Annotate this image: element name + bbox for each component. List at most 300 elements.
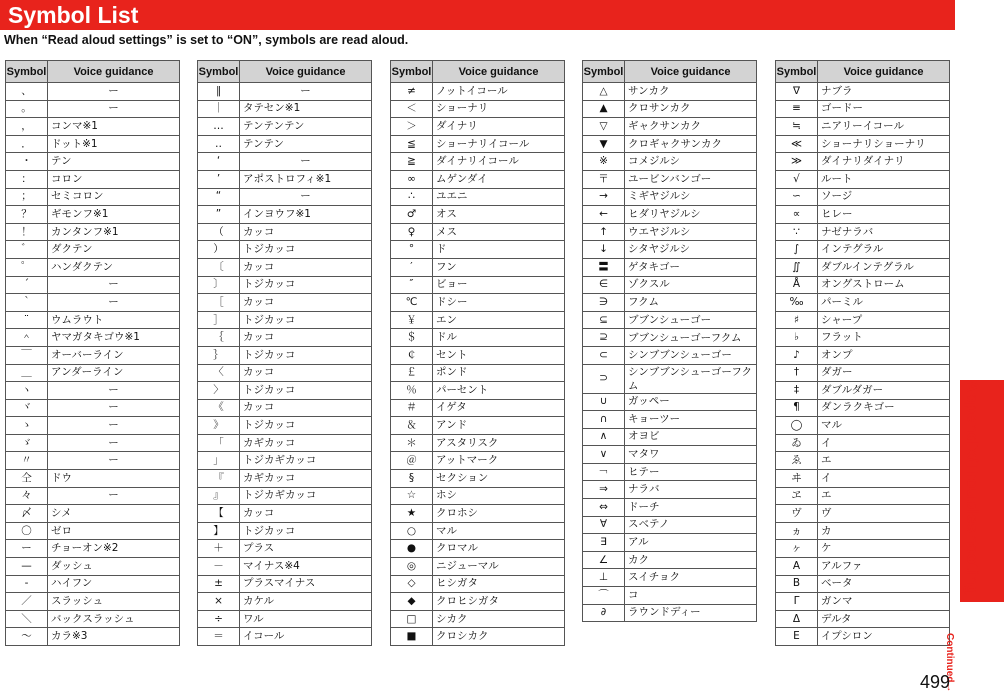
- voice-guidance-cell: パーセント: [433, 382, 565, 400]
- table-row: [6, 206, 180, 224]
- voice-guidance-cell: マタワ: [625, 446, 757, 464]
- voice-guidance-cell: カッコ: [240, 505, 372, 523]
- table-row: [391, 628, 565, 646]
- table-row: [583, 100, 757, 118]
- voice-guidance-cell: ー: [48, 382, 180, 400]
- table-row: [776, 364, 950, 382]
- symbol-cell: Γ: [776, 593, 818, 611]
- header-symbol: Symbol: [391, 61, 433, 83]
- table-row: [776, 241, 950, 259]
- voice-guidance-cell: イ: [818, 470, 950, 488]
- table-header: [6, 61, 180, 83]
- symbol-cell: ヱ: [776, 487, 818, 505]
- symbol-cell: ｜: [198, 100, 240, 118]
- symbol-cell: □: [391, 610, 433, 628]
- voice-guidance-cell: カンタンフ※1: [48, 223, 180, 241]
- table-row: [583, 428, 757, 446]
- symbol-cell: °: [391, 241, 433, 259]
- symbol-cell: ∝: [776, 206, 818, 224]
- table-row: [391, 118, 565, 136]
- table-row: [391, 505, 565, 523]
- table-row: [391, 294, 565, 312]
- symbol-cell: ヽ: [6, 382, 48, 400]
- table-row: [198, 170, 372, 188]
- symbol-cell: ；: [6, 188, 48, 206]
- symbol-cell: ∂: [583, 604, 625, 622]
- symbol-cell: ∈: [583, 276, 625, 294]
- title-bar: [0, 0, 955, 30]
- header-symbol: Symbol: [583, 61, 625, 83]
- table-row: [776, 294, 950, 312]
- symbol-cell: 〇: [6, 522, 48, 540]
- symbol-cell: ▼: [583, 135, 625, 153]
- symbol-cell: ∇: [776, 83, 818, 101]
- symbol-cell: ”: [198, 206, 240, 224]
- table-row: [583, 294, 757, 312]
- symbol-cell: ‰: [776, 294, 818, 312]
- table-row: [198, 294, 372, 312]
- symbol-cell: 」: [198, 452, 240, 470]
- table-row: [6, 505, 180, 523]
- voice-guidance-cell: ウムラウト: [48, 311, 180, 329]
- voice-guidance-cell: ムゲンダイ: [433, 170, 565, 188]
- table-row: [6, 311, 180, 329]
- symbol-cell: ヶ: [776, 540, 818, 558]
- table-row: [583, 516, 757, 534]
- voice-guidance-cell: プラスマイナス: [240, 575, 372, 593]
- table-row: [6, 628, 180, 646]
- table-row: [198, 153, 372, 171]
- symbol-table-2: [197, 60, 372, 646]
- symbol-cell: ＿: [6, 364, 48, 382]
- symbol-cell: ∨: [583, 446, 625, 464]
- symbol-cell: —: [6, 558, 48, 576]
- table-row: [198, 558, 372, 576]
- table-row: [583, 206, 757, 224]
- symbol-cell: ＊: [391, 434, 433, 452]
- symbol-cell: ？: [6, 206, 48, 224]
- symbol-cell: ◆: [391, 593, 433, 611]
- symbol-cell: 仝: [6, 470, 48, 488]
- table-row: [6, 399, 180, 417]
- voice-guidance-cell: ナブラ: [818, 83, 950, 101]
- table-row: [776, 628, 950, 646]
- table-row: [391, 558, 565, 576]
- voice-guidance-cell: ー: [48, 487, 180, 505]
- voice-guidance-cell: メス: [433, 223, 565, 241]
- table-row: [583, 499, 757, 517]
- symbol-cell: ℃: [391, 294, 433, 312]
- table-row: [198, 100, 372, 118]
- symbol-cell: ″: [391, 276, 433, 294]
- symbol-cell: ー: [6, 540, 48, 558]
- voice-guidance-cell: ダクテン: [48, 241, 180, 259]
- table-row: [198, 329, 372, 347]
- symbol-cell: ≦: [391, 135, 433, 153]
- symbol-cell: ×: [198, 593, 240, 611]
- symbol-cell: ヾ: [6, 399, 48, 417]
- symbol-cell: （: [198, 223, 240, 241]
- voice-guidance-cell: ドウ: [48, 470, 180, 488]
- table-row: [6, 258, 180, 276]
- symbol-cell: ←: [583, 206, 625, 224]
- voice-guidance-cell: ー: [48, 100, 180, 118]
- table-row: [391, 241, 565, 259]
- voice-guidance-cell: ノットイコール: [433, 83, 565, 101]
- header-symbol: Symbol: [776, 61, 818, 83]
- symbol-cell: ゜: [6, 258, 48, 276]
- symbol-cell: 々: [6, 487, 48, 505]
- table-row: [391, 329, 565, 347]
- table-row: [776, 452, 950, 470]
- table-row: [391, 452, 565, 470]
- table-row: [391, 417, 565, 435]
- table-row: [583, 83, 757, 101]
- voice-guidance-cell: ガンマ: [818, 593, 950, 611]
- symbol-cell: ∩: [583, 411, 625, 429]
- symbol-table-3: [390, 60, 565, 646]
- symbol-cell: †: [776, 364, 818, 382]
- voice-guidance-cell: タテセン※1: [240, 100, 372, 118]
- voice-guidance-cell: ミギヤジルシ: [625, 188, 757, 206]
- table-row: [198, 505, 372, 523]
- table-row: [776, 188, 950, 206]
- voice-guidance-cell: マル: [818, 417, 950, 435]
- table-row: [6, 470, 180, 488]
- voice-guidance-cell: ユエニ: [433, 188, 565, 206]
- symbol-cell: ∬: [776, 258, 818, 276]
- page-number: 499: [920, 672, 951, 692]
- voice-guidance-cell: クロマル: [433, 540, 565, 558]
- symbol-cell: ‡: [776, 382, 818, 400]
- symbol-cell: ⊂: [583, 346, 625, 364]
- voice-guidance-cell: ニジューマル: [433, 558, 565, 576]
- voice-guidance-cell: オーバーライン: [48, 346, 180, 364]
- symbol-table-4: [582, 60, 757, 622]
- voice-guidance-cell: イコール: [240, 628, 372, 646]
- table-row: [776, 83, 950, 101]
- symbol-cell: ↑: [583, 223, 625, 241]
- voice-guidance-cell: デルタ: [818, 610, 950, 628]
- table-row: [583, 393, 757, 411]
- voice-guidance-cell: バックスラッシュ: [48, 610, 180, 628]
- symbol-cell: ∵: [776, 223, 818, 241]
- table-row: [583, 446, 757, 464]
- symbol-cell: ⊇: [583, 329, 625, 347]
- symbol-cell: ＠: [391, 452, 433, 470]
- table-row: [391, 470, 565, 488]
- symbol-cell: ≫: [776, 153, 818, 171]
- table-row: [6, 100, 180, 118]
- table-row: [6, 434, 180, 452]
- table-row: [776, 118, 950, 136]
- voice-guidance-cell: アットマーク: [433, 452, 565, 470]
- symbol-cell: 《: [198, 399, 240, 417]
- voice-guidance-cell: トジカッコ: [240, 346, 372, 364]
- voice-guidance-cell: ギャクサンカク: [625, 118, 757, 136]
- symbol-cell: ∃: [583, 534, 625, 552]
- voice-guidance-cell: ー: [48, 276, 180, 294]
- symbol-cell: ≧: [391, 153, 433, 171]
- table-row: [6, 575, 180, 593]
- table-row: [391, 610, 565, 628]
- voice-guidance-cell: ー: [48, 83, 180, 101]
- symbol-cell: 『: [198, 470, 240, 488]
- table-row: [776, 399, 950, 417]
- voice-guidance-cell: エ: [818, 487, 950, 505]
- table-row: [198, 364, 372, 382]
- voice-guidance-cell: ドット※1: [48, 135, 180, 153]
- symbol-cell: ゐ: [776, 434, 818, 452]
- symbol-cell: ′: [391, 258, 433, 276]
- table-row: [391, 188, 565, 206]
- symbol-cell: 〉: [198, 382, 240, 400]
- voice-guidance-cell: ナラバ: [625, 481, 757, 499]
- voice-guidance-cell: ショーナリショーナリ: [818, 135, 950, 153]
- table-row: [198, 276, 372, 294]
- voice-guidance-cell: ギモンフ※1: [48, 206, 180, 224]
- symbol-cell: 〔: [198, 258, 240, 276]
- voice-guidance-cell: シンブブンシューゴー: [625, 346, 757, 364]
- table-row: [6, 487, 180, 505]
- table-row: [6, 558, 180, 576]
- voice-guidance-cell: トジカッコ: [240, 417, 372, 435]
- table-row: [198, 522, 372, 540]
- table-row: [198, 610, 372, 628]
- table-row: [583, 311, 757, 329]
- voice-guidance-cell: ダブルインテグラル: [818, 258, 950, 276]
- table-row: [391, 311, 565, 329]
- voice-guidance-cell: アル: [625, 534, 757, 552]
- table-row: [198, 382, 372, 400]
- symbol-cell: Ε: [776, 628, 818, 646]
- table-row: [391, 276, 565, 294]
- table-row: [776, 329, 950, 347]
- voice-guidance-cell: シタヤジルシ: [625, 241, 757, 259]
- symbol-cell: √: [776, 170, 818, 188]
- symbol-cell: ＃: [391, 399, 433, 417]
- voice-guidance-cell: ベータ: [818, 575, 950, 593]
- table-row: [583, 276, 757, 294]
- voice-guidance-cell: セクション: [433, 470, 565, 488]
- voice-guidance-cell: キョーツー: [625, 411, 757, 429]
- symbol-cell: 〆: [6, 505, 48, 523]
- symbol-cell: ※: [583, 153, 625, 171]
- voice-guidance-cell: ー: [48, 434, 180, 452]
- symbol-cell: ［: [198, 294, 240, 312]
- table-header: [198, 61, 372, 83]
- symbol-cell: →: [583, 188, 625, 206]
- page-title: Symbol List: [8, 2, 139, 28]
- table-row: [391, 100, 565, 118]
- symbol-cell: ⊥: [583, 569, 625, 587]
- table-row: [391, 135, 565, 153]
- voice-guidance-cell: カッコ: [240, 294, 372, 312]
- voice-guidance-cell: シンブブンシューゴーフクム: [625, 364, 757, 393]
- voice-guidance-cell: ハイフン: [48, 575, 180, 593]
- symbol-cell: ＞: [391, 118, 433, 136]
- voice-guidance-cell: ヒテー: [625, 463, 757, 481]
- table-row: [6, 540, 180, 558]
- voice-guidance-cell: ビョー: [433, 276, 565, 294]
- voice-guidance-cell: マル: [433, 522, 565, 540]
- table-row: [6, 188, 180, 206]
- symbol-cell: ｛: [198, 329, 240, 347]
- voice-guidance-cell: シメ: [48, 505, 180, 523]
- table-row: [6, 522, 180, 540]
- voice-guidance-cell: ハンダクテン: [48, 258, 180, 276]
- symbol-cell: ¶: [776, 399, 818, 417]
- symbol-cell: ＾: [6, 329, 48, 347]
- table-row: [776, 470, 950, 488]
- table-row: [198, 628, 372, 646]
- table-row: [198, 575, 372, 593]
- table-row: [583, 551, 757, 569]
- voice-guidance-cell: トジカギカッコ: [240, 452, 372, 470]
- table-row: [391, 153, 565, 171]
- table-row: [776, 610, 950, 628]
- table-row: [776, 540, 950, 558]
- table-row: [6, 83, 180, 101]
- table-row: [198, 487, 372, 505]
- table-row: [776, 434, 950, 452]
- voice-guidance-cell: ヒダリヤジルシ: [625, 206, 757, 224]
- intro-text: When “Read aloud settings” is set to “ON”, symbols are read aloud.: [4, 33, 409, 47]
- table-row: [198, 223, 372, 241]
- symbol-cell: 〃: [6, 452, 48, 470]
- table-header: [391, 61, 565, 83]
- table-row: [776, 382, 950, 400]
- voice-guidance-cell: カッコ: [240, 399, 372, 417]
- table-row: [776, 522, 950, 540]
- voice-guidance-cell: カッコ: [240, 364, 372, 382]
- symbol-cell: 》: [198, 417, 240, 435]
- symbol-cell: 。: [6, 100, 48, 118]
- table-row: [391, 223, 565, 241]
- voice-guidance-cell: アンド: [433, 417, 565, 435]
- voice-guidance-cell: イプシロン: [818, 628, 950, 646]
- side-section-label: Appendix/Troubleshooting: [963, 380, 982, 596]
- symbol-cell: ＋: [198, 540, 240, 558]
- voice-guidance-cell: ショーナリイコール: [433, 135, 565, 153]
- header-symbol: Symbol: [6, 61, 48, 83]
- table-row: [583, 346, 757, 364]
- symbol-cell: ∽: [776, 188, 818, 206]
- table-row: [583, 587, 757, 605]
- voice-guidance-cell: コンマ※1: [48, 118, 180, 136]
- table-row: [198, 540, 372, 558]
- symbol-cell: △: [583, 83, 625, 101]
- header-voice-guidance: Voice guidance: [625, 61, 757, 83]
- table-row: [391, 258, 565, 276]
- voice-guidance-cell: ドシー: [433, 294, 565, 312]
- symbol-cell: ■: [391, 628, 433, 646]
- voice-guidance-cell: チョーオン※2: [48, 540, 180, 558]
- table-row: [776, 100, 950, 118]
- symbol-cell: ´: [6, 276, 48, 294]
- table-row: [198, 83, 372, 101]
- table-row: [6, 417, 180, 435]
- table-row: [198, 188, 372, 206]
- voice-guidance-cell: ブブンシューゴーフクム: [625, 329, 757, 347]
- symbol-cell: §: [391, 470, 433, 488]
- voice-guidance-cell: ド: [433, 241, 565, 259]
- symbol-cell: ヴ: [776, 505, 818, 523]
- symbol-cell: “: [198, 188, 240, 206]
- voice-guidance-cell: ニアリーイコール: [818, 118, 950, 136]
- table-row: [391, 434, 565, 452]
- table-row: [6, 135, 180, 153]
- table-row: [776, 505, 950, 523]
- table-row: [198, 135, 372, 153]
- table-row: [776, 311, 950, 329]
- symbol-cell: …: [198, 118, 240, 136]
- voice-guidance-cell: ヴ: [818, 505, 950, 523]
- symbol-cell: －: [198, 558, 240, 576]
- symbol-cell: ◯: [776, 417, 818, 435]
- voice-guidance-cell: ー: [240, 153, 372, 171]
- voice-guidance-cell: フン: [433, 258, 565, 276]
- voice-guidance-cell: ルート: [818, 170, 950, 188]
- voice-guidance-cell: トジカギカッコ: [240, 487, 372, 505]
- table-row: [6, 346, 180, 364]
- table-row: [198, 346, 372, 364]
- voice-guidance-cell: クロヒシガタ: [433, 593, 565, 611]
- voice-guidance-cell: カギカッコ: [240, 470, 372, 488]
- voice-guidance-cell: プラス: [240, 540, 372, 558]
- voice-guidance-cell: マイナス※4: [240, 558, 372, 576]
- symbol-cell: ヰ: [776, 470, 818, 488]
- voice-guidance-cell: セント: [433, 346, 565, 364]
- table-row: [6, 276, 180, 294]
- symbol-cell: ⇒: [583, 481, 625, 499]
- voice-guidance-cell: オス: [433, 206, 565, 224]
- voice-guidance-cell: カッコ: [240, 223, 372, 241]
- symbol-cell: ≒: [776, 118, 818, 136]
- table-row: [391, 206, 565, 224]
- symbol-cell: ○: [391, 522, 433, 540]
- symbol-cell: ≪: [776, 135, 818, 153]
- voice-guidance-cell: トジカッコ: [240, 382, 372, 400]
- symbol-cell: ｝: [198, 346, 240, 364]
- voice-guidance-cell: エン: [433, 311, 565, 329]
- voice-guidance-cell: パーミル: [818, 294, 950, 312]
- symbol-cell: Δ: [776, 610, 818, 628]
- voice-guidance-cell: ゴードー: [818, 100, 950, 118]
- symbol-cell: ●: [391, 540, 433, 558]
- symbol-cell: ÷: [198, 610, 240, 628]
- table-row: [6, 610, 180, 628]
- header-voice-guidance: Voice guidance: [433, 61, 565, 83]
- symbol-cell: ♂: [391, 206, 433, 224]
- symbol-cell: ◎: [391, 558, 433, 576]
- table-row: [583, 223, 757, 241]
- symbol-cell: ∠: [583, 551, 625, 569]
- table-row: [6, 593, 180, 611]
- symbol-cell: 〓: [583, 258, 625, 276]
- symbol-cell: ∴: [391, 188, 433, 206]
- voice-guidance-cell: クロギャクサンカク: [625, 135, 757, 153]
- symbol-cell: ☆: [391, 487, 433, 505]
- symbol-cell: 】: [198, 522, 240, 540]
- table-row: [391, 593, 565, 611]
- table-row: [198, 399, 372, 417]
- voice-guidance-cell: スベテノ: [625, 516, 757, 534]
- voice-guidance-cell: ー: [240, 188, 372, 206]
- table-row: [198, 470, 372, 488]
- table-row: [6, 223, 180, 241]
- voice-guidance-cell: テン: [48, 153, 180, 171]
